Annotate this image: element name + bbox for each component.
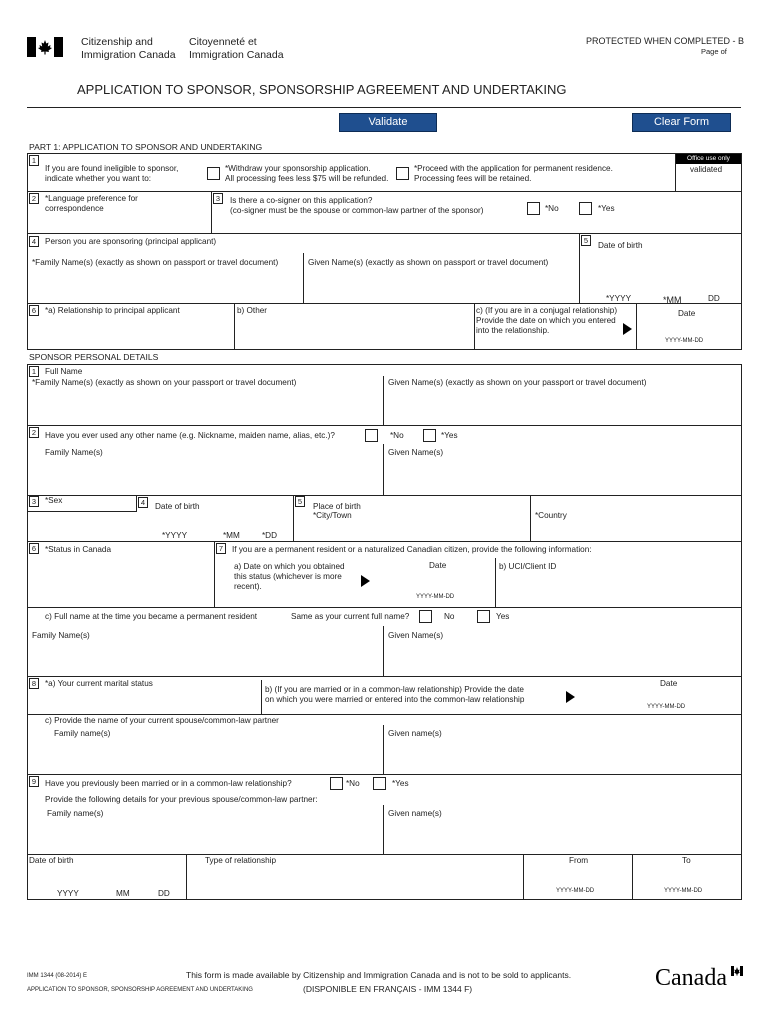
full-name-label: Full Name xyxy=(45,367,83,376)
other-name-yes-checkbox[interactable] xyxy=(423,429,436,442)
relationship-other-label: b) Other xyxy=(237,306,268,315)
pr-family-name-label: Family Name(s) xyxy=(32,631,90,640)
country-label: *Country xyxy=(535,511,567,520)
conjugal-label: c) (If you are in a conjugal relationship) Provide the date on which you entered into the relationship. xyxy=(476,306,618,335)
marriage-date-label: b) (If you are married or in a common-law relationship) Provide the date on which you were married or entered into the common-law relationship xyxy=(265,685,525,704)
same-name-no-label: No xyxy=(444,612,455,621)
applicant-given-name-label: Given Name(s) (exactly as shown on passport or travel document) xyxy=(308,258,549,267)
uci-client-id-label: b) UCI/Client ID xyxy=(499,562,557,571)
sponsor-dob-label: Date of birth xyxy=(155,502,200,511)
same-name-yes-label: Yes xyxy=(496,612,510,621)
relationship-label: *a) Relationship to principal applicant xyxy=(45,306,180,315)
prev-dob-label: Date of birth xyxy=(29,856,74,865)
page-number: Page of xyxy=(701,47,727,56)
sex-label: *Sex xyxy=(45,496,63,505)
question-number: 3 xyxy=(29,496,39,507)
city-town-label: *City/Town xyxy=(313,511,352,520)
sponsor-details-heading: SPONSOR PERSONAL DETAILS xyxy=(29,352,159,362)
validate-button[interactable]: Validate xyxy=(339,113,437,132)
question-number: 9 xyxy=(29,776,39,787)
question-number: 5 xyxy=(295,496,305,507)
pr-name-label: c) Full name at the time you became a permanent resident xyxy=(45,612,258,621)
question-number: 1 xyxy=(29,366,39,377)
status-date-format: YYYY-MM-DD xyxy=(416,594,455,600)
status-in-canada-label: *Status in Canada xyxy=(45,545,111,554)
question-number: 8 xyxy=(29,678,39,689)
sponsor-dob-yyyy: *YYYY xyxy=(162,531,188,540)
cosigner-no-checkbox[interactable] xyxy=(527,202,540,215)
question-number: 3 xyxy=(213,193,223,204)
sponsor-section xyxy=(27,364,742,900)
previous-spouse-instructions: Provide the following details for your previous spouse/common-law partner: xyxy=(45,795,318,804)
from-date-format: YYYY-MM-DD xyxy=(556,888,595,894)
other-name-label: Have you ever used any other name (e.g. Nickname, maiden name, alias, etc.)? xyxy=(45,431,335,440)
same-name-label: Same as your current full name? xyxy=(291,612,410,621)
prev-dob-dd: DD xyxy=(158,889,170,898)
validated-label: validated xyxy=(690,165,723,174)
cosigner-label: Is there a co-signer on this application? (co-signer must be the spouse or common-law partner of the sponsor) xyxy=(230,196,484,215)
dob-yyyy-label: *YYYY xyxy=(606,294,632,303)
other-family-name-label: Family Name(s) xyxy=(45,448,103,457)
question-number: 7 xyxy=(216,543,226,554)
previous-marriage-no-label: *No xyxy=(346,779,360,788)
question-number: 2 xyxy=(29,193,39,204)
conjugal-date-label: Date xyxy=(678,309,696,318)
cosigner-yes-checkbox[interactable] xyxy=(579,202,592,215)
other-name-no-checkbox[interactable] xyxy=(365,429,378,442)
from-date-label: From xyxy=(569,856,589,865)
previous-marriage-yes-label: *Yes xyxy=(392,779,409,788)
principal-applicant-label: Person you are sponsoring (principal applicant) xyxy=(45,237,217,246)
withdraw-checkbox[interactable] xyxy=(207,167,220,180)
applicant-family-name-label: *Family Name(s) (exactly as shown on passport or travel document) xyxy=(32,258,279,267)
other-name-no-label: *No xyxy=(390,431,404,440)
question-number: 6 xyxy=(29,305,39,316)
to-date-label: To xyxy=(682,856,691,865)
sponsor-dob-dd: *DD xyxy=(262,531,278,540)
canada-wordmark: Canada xyxy=(655,966,727,990)
form-id: IMM 1344 (08-2014) E xyxy=(27,973,88,979)
proceed-label: *Proceed with the application for permanent residence. Processing fees will be retained. xyxy=(414,164,613,183)
question-number: 4 xyxy=(29,236,39,247)
to-date-format: YYYY-MM-DD xyxy=(664,888,703,894)
current-spouse-label: c) Provide the name of your current spouse/common-law partner xyxy=(45,716,279,725)
status-date-sub-label: Date xyxy=(429,561,447,570)
other-name-yes-label: *Yes xyxy=(441,431,458,440)
pr-info-label: If you are a permanent resident or a naturalized Canadian citizen, provide the following information: xyxy=(232,545,592,554)
proceed-checkbox[interactable] xyxy=(396,167,409,180)
pr-given-name-label: Given Name(s) xyxy=(388,631,444,640)
marriage-date-sub-label: Date xyxy=(660,679,678,688)
conjugal-date-format: YYYY-MM-DD xyxy=(665,338,704,344)
same-name-yes-checkbox[interactable] xyxy=(477,610,490,623)
sponsor-dob-mm: *MM xyxy=(223,531,240,540)
prev-dob-yyyy: YYYY xyxy=(57,889,79,898)
footer-french: (DISPONIBLE EN FRANÇAIS - IMM 1344 F) xyxy=(303,984,473,994)
spouse-given-name-label: Given name(s) xyxy=(388,729,442,738)
protected-label: PROTECTED WHEN COMPLETED - B xyxy=(586,36,745,46)
cosigner-yes-label: *Yes xyxy=(598,204,615,213)
part1-heading: PART 1: APPLICATION TO SPONSOR AND UNDERTAKING xyxy=(29,142,263,152)
office-use-label: Office use only xyxy=(676,154,741,164)
marriage-date-format: YYYY-MM-DD xyxy=(647,704,686,710)
prev-given-name-label: Given name(s) xyxy=(388,809,442,818)
previous-marriage-no-checkbox[interactable] xyxy=(330,777,343,790)
prev-dob-mm: MM xyxy=(116,889,130,898)
withdraw-label: *Withdraw your sponsorship application. All processing fees less $75 will be refunded. xyxy=(225,164,389,183)
q1-label: If you are found ineligible to sponsor, indicate whether you want to: xyxy=(45,164,179,183)
status-date-label: a) Date on which you obtained this status (whichever is more recent). xyxy=(234,562,345,591)
same-name-no-checkbox[interactable] xyxy=(419,610,432,623)
footer-notice: This form is made available by Citizenship and Immigration Canada and is not to be sold to applicants. xyxy=(186,970,572,980)
language-pref-label: *Language preference for correspondence xyxy=(45,194,138,213)
agency-name-fr: Citoyenneté et Immigration Canada xyxy=(189,36,284,61)
previous-marriage-yes-checkbox[interactable] xyxy=(373,777,386,790)
footer-form-title: APPLICATION TO SPONSOR, SPONSORSHIP AGREEMENT AND UNDERTAKING xyxy=(27,987,253,993)
question-number: 5 xyxy=(581,235,591,246)
previous-marriage-label: Have you previously been married or in a common-law relationship? xyxy=(45,779,292,788)
canada-flag-icon xyxy=(27,37,63,57)
question-number: 6 xyxy=(29,543,39,554)
clear-form-button[interactable]: Clear Form xyxy=(632,113,731,132)
question-number: 2 xyxy=(29,427,39,438)
dob-dd-label: DD xyxy=(708,294,720,303)
dob-mm-label: *MM xyxy=(663,295,682,305)
marital-status-label: *a) Your current marital status xyxy=(45,679,153,688)
prev-family-name-label: Family name(s) xyxy=(47,809,104,818)
agency-name-en: Citizenship and Immigration Canada xyxy=(81,36,176,61)
question-number: 4 xyxy=(138,497,148,508)
arrow-right-icon xyxy=(361,575,370,587)
form-title: APPLICATION TO SPONSOR, SPONSORSHIP AGREEMENT AND UNDERTAKING xyxy=(77,82,567,97)
spouse-family-name-label: Family name(s) xyxy=(54,729,111,738)
cosigner-no-label: *No xyxy=(545,204,559,213)
applicant-dob-label: Date of birth xyxy=(598,241,643,250)
sponsor-family-name-label: *Family Name(s) (exactly as shown on your passport or travel document) xyxy=(32,378,297,387)
sponsor-given-name-label: Given Name(s) (exactly as shown on your passport or travel document) xyxy=(388,378,647,387)
question-number: 1 xyxy=(29,155,39,166)
place-of-birth-label: Place of birth xyxy=(313,502,361,511)
arrow-right-icon xyxy=(623,323,632,335)
other-given-name-label: Given Name(s) xyxy=(388,448,444,457)
arrow-right-icon xyxy=(566,691,575,703)
relationship-type-label: Type of relationship xyxy=(205,856,277,865)
